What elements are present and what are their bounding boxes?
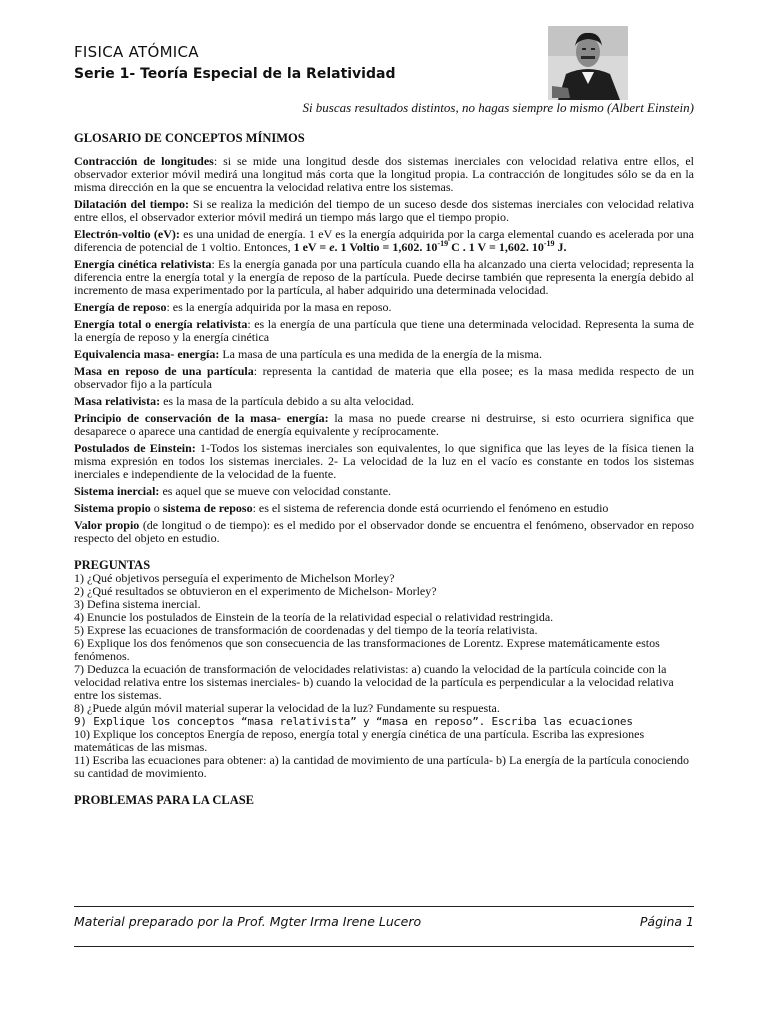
question-item: 8) ¿Puede algún móvil material superar la velocidad de la luz? Fundamente su respuesta.	[74, 701, 500, 715]
footer-page-number: Página 1	[639, 914, 694, 929]
glossary-item: Energía total o energía relativista: es la energía de una partícula que tiene una determinada velocidad. Representa la suma de la energía de reposo y la energía cinética	[74, 317, 694, 344]
question-item: 5) Exprese las ecuaciones de transformación de coordenadas y del tiempo de la teoría relativista.	[74, 623, 538, 637]
glossary-item: Energía cinética relativista: Es la energía ganada por una partícula cuando ella ha alcanzado una cierta velocidad; representa la diferencia entre la energía total y la energía de reposo de la partícula. Puede decirse también que representa la energía debido al incremento de masa experimentado por la partícula, al haber adquirido una determinada velocidad.	[74, 257, 694, 297]
footer-divider-top	[74, 906, 694, 907]
glossary-title: GLOSARIO DE CONCEPTOS MÍNIMOS	[74, 131, 305, 145]
glossary-item: Principio de conservación de la masa- energía: la masa no puede crearse ni destruirse, si esto ocurriera significa que desaparece o aparece una cantidad de energía equivalente y recíprocamente.	[74, 411, 695, 438]
einstein-photo	[548, 26, 628, 100]
footer-divider-bottom	[74, 946, 694, 947]
glossary-item: Energía de reposo: es la energía adquirida por la masa en reposo.	[74, 300, 392, 314]
question-item: 2) ¿Qué resultados se obtuvieron en el experimento de Michelson- Morley?	[74, 584, 437, 598]
glossary-item: Valor propio (de longitud o de tiempo): es el medido por el observador donde se encuentra el fenómeno, observador en reposo respecto del objeto en estudio.	[74, 518, 694, 545]
series-title: Serie 1- Teoría Especial de la Relatividad	[74, 66, 396, 82]
glossary-item: Contracción de longitudes: si se mide una longitud desde dos sistemas inerciales con velocidad relativa entre ellos, el observador exterior móvil medirá una longitud más corta que la longitud propia. La contracción de longitudes sólo se da en la misma dirección en la que se encuentra la velocidad relativa entre los sistemas.	[74, 154, 694, 194]
einstein-quote: Si buscas resultados distintos, no hagas siempre lo mismo (Albert Einstein)	[302, 100, 694, 115]
question-item: 3) Defina sistema inercial.	[74, 597, 201, 611]
glossary-item: Dilatación del tiempo: Si se realiza la medición del tiempo de un suceso desde dos sistemas inerciales con velocidad relativa entre ellos, el observador exterior móvil medirá un tiempo más largo que el tiempo propio.	[74, 197, 694, 224]
question-item: 11) Escriba las ecuaciones para obtener: a) la cantidad de movimiento de una partícula- b) La energía de la partícula conociendo su cantidad de movimiento.	[74, 753, 690, 780]
glossary-item: Masa en reposo de una partícula: representa la cantidad de materia que ella posee; es la masa medida respecto de un observador fijo a la partícula	[74, 364, 694, 391]
ev-formula: 1 eV = e. 1 Voltio = 1,602. $10^{-19}$ C . 1 V = 1,602. $10^{-19}$ J.	[293, 239, 567, 254]
question-item: 7) Deduzca la ecuación de transformación de velocidades relativistas: a) cuando la velocidad de la partícula coincide con la velocidad relativa entre los sistemas inerciales- b) cuando la velocidad de la partícula es perpendicular a la velocidad relativa entre los sistemas.	[74, 662, 674, 702]
question-item: 1) ¿Qué objetivos perseguía el experimento de Michelson Morley?	[74, 571, 395, 585]
question-item: 9) Explique los conceptos “masa relativista” y “masa en reposo”. Escriba las ecuaciones	[74, 715, 633, 728]
glossary-item: Sistema inercial: es aquel que se mueve con velocidad constante.	[74, 484, 392, 498]
problemas-title: PROBLEMAS PARA LA CLASE	[74, 793, 255, 807]
question-item: 4) Enuncie los postulados de Einstein de la teoría de la relatividad especial o relatividad restringida.	[74, 610, 554, 624]
course-title: FISICA ATÓMICA	[74, 43, 199, 61]
question-item: 10) Explique los conceptos Energía de reposo, energía total y energía cinética de una partícula. Escriba las expresiones matemáticas de las mismas.	[74, 727, 645, 754]
glossary-item-ev: Electrón-voltio (eV): es una unidad de energía. 1 eV es la energía adquirida por la carga elemental cuando es acelerada por una diferencia de potencial de 1 voltio. Entonces, 1 eV = e. 1 Voltio = 1,602. $10^{-19}$ C . 1 V = 1,602. $10^{-19}$ J.	[74, 227, 694, 254]
footer-author: Material preparado por la Prof. Mgter Irma Irene Lucero	[74, 914, 422, 929]
glossary-item: Masa relativista: es la masa de la partícula debido a su alta velocidad.	[74, 394, 414, 408]
glossary-item: Equivalencia masa- energía: La masa de una partícula es una medida de la energía de la misma.	[74, 347, 542, 361]
main-content	[74, 132, 694, 807]
question-item: 6) Explique los dos fenómenos que son consecuencia de las transformaciones de Lorentz. Exprese matemáticamente estos fenómenos.	[74, 636, 660, 663]
glossary-item-sistema-propio: Sistema propio o sistema de reposo: es el sistema de referencia donde está ocurriendo el fenómeno en estudio	[74, 501, 609, 515]
preguntas-title: PREGUNTAS	[74, 558, 151, 572]
glossary-item: Postulados de Einstein: 1-Todos los sistemas inerciales son equivalentes, lo que significa que las leyes de la física tienen la misma expresión en todos los sistemas inerciales. 2- La velocidad de la luz en el vacío es constante en todos los sistemas inerciales e independiente de la velocidad de la fuente.	[74, 441, 694, 481]
